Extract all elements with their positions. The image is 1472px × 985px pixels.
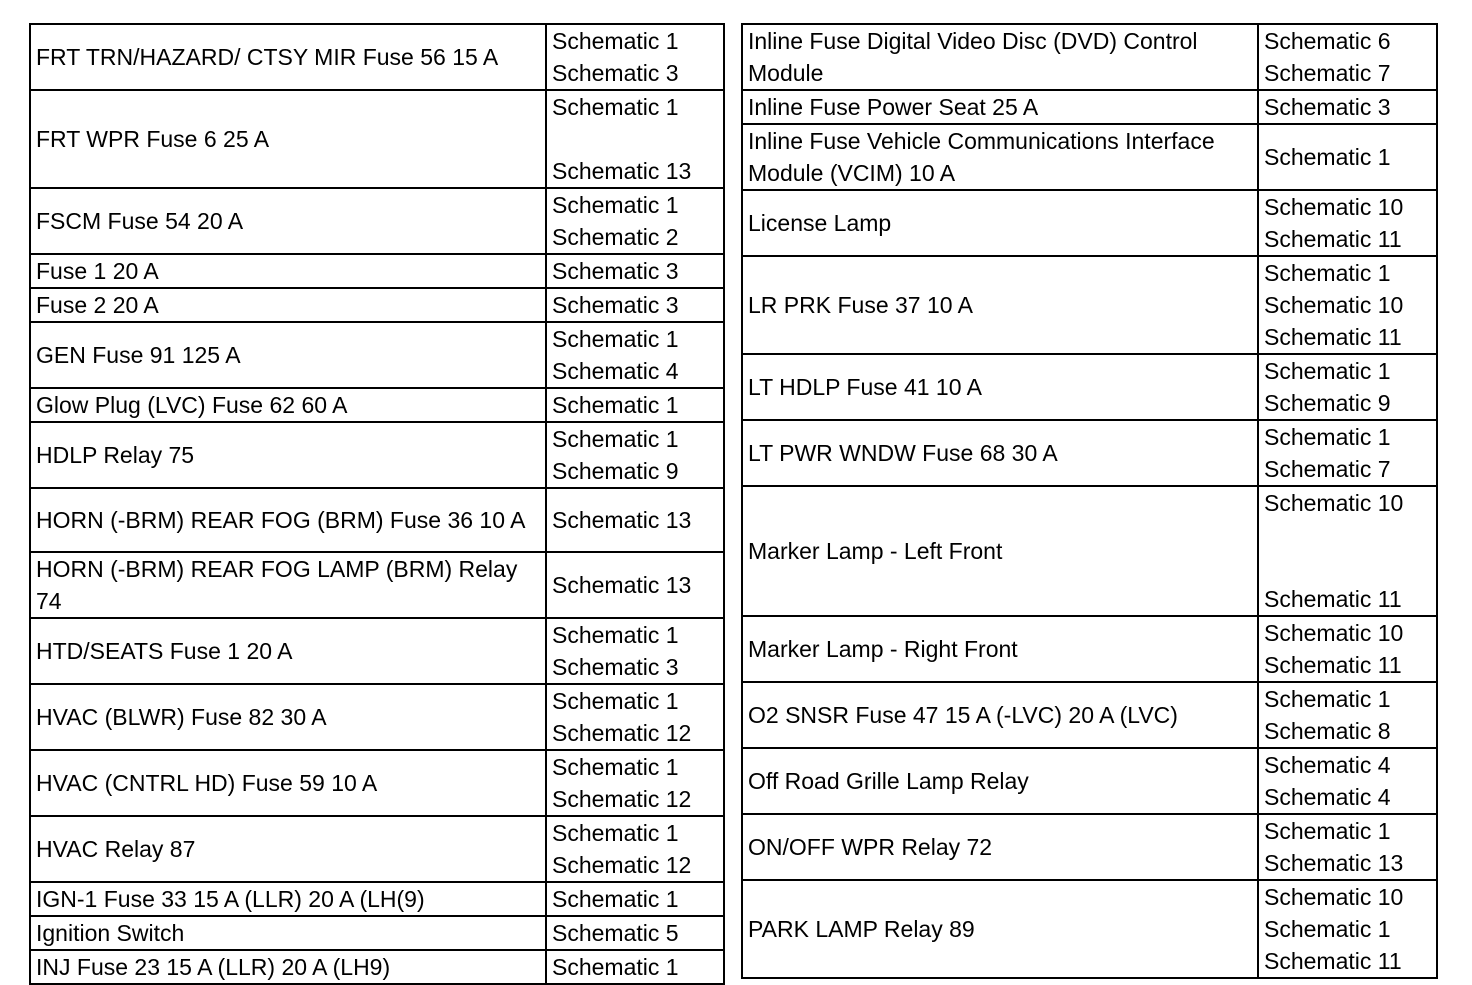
table-row	[742, 24, 1437, 90]
table-row	[30, 916, 724, 950]
table-row	[30, 288, 724, 322]
component-name-cell: Inline Fuse Power Seat 25 A	[742, 90, 1258, 124]
schematic-ref: Schematic 11	[1264, 226, 1402, 252]
schematic-ref: Schematic 9	[1264, 390, 1391, 416]
schematic-ref: Schematic 1	[1264, 144, 1391, 170]
component-name-cell: Inline Fuse Vehicle Communications Interface Module (VCIM) 10 A	[742, 124, 1258, 190]
schematic-refs-cell	[546, 90, 724, 188]
table-row	[742, 354, 1437, 420]
schematic-refs-cell	[546, 950, 724, 984]
component-name-cell: License Lamp	[742, 190, 1258, 256]
schematic-ref: Schematic 1	[1264, 424, 1391, 450]
schematic-ref: Schematic 1	[552, 426, 679, 452]
table-row	[30, 388, 724, 422]
schematic-ref: Schematic 13	[1264, 850, 1404, 876]
component-name-cell: FRT TRN/HAZARD/ CTSY MIR Fuse 56 15 A	[30, 24, 546, 90]
table-row	[742, 190, 1437, 256]
schematic-refs-cell	[1258, 616, 1437, 682]
schematic-refs-cell	[546, 618, 724, 684]
schematic-refs-cell	[1258, 420, 1437, 486]
schematic-ref: Schematic 11	[1264, 948, 1402, 974]
component-name-cell: PARK LAMP Relay 89	[742, 880, 1258, 978]
table-row	[30, 188, 724, 254]
table-row	[742, 880, 1437, 978]
schematic-refs-cell	[546, 254, 724, 288]
schematic-refs-cell	[546, 24, 724, 90]
schematic-refs-cell	[1258, 682, 1437, 748]
schematic-refs-cell	[546, 188, 724, 254]
schematic-ref: Schematic 1	[1264, 686, 1391, 712]
schematic-ref: Schematic 1	[552, 94, 679, 120]
schematic-ref: Schematic 5	[552, 920, 679, 946]
schematic-ref: Schematic 1	[1264, 818, 1391, 844]
schematic-refs-cell	[546, 750, 724, 816]
schematic-ref: Schematic 13	[552, 507, 692, 533]
table-row	[742, 486, 1437, 616]
schematic-ref: Schematic 3	[552, 258, 679, 284]
schematic-refs-cell	[1258, 486, 1437, 616]
schematic-ref: Schematic 13	[552, 572, 692, 598]
schematic-refs-cell	[546, 882, 724, 916]
table-row	[742, 616, 1437, 682]
schematic-ref: Schematic 7	[1264, 60, 1391, 86]
component-name-cell: ON/OFF WPR Relay 72	[742, 814, 1258, 880]
schematic-refs-cell	[1258, 880, 1437, 978]
schematic-refs-cell	[546, 488, 724, 552]
schematic-refs-cell	[546, 288, 724, 322]
schematic-ref: Schematic 1	[552, 326, 679, 352]
schematic-ref: Schematic 8	[1264, 718, 1391, 744]
component-name-cell: GEN Fuse 91 125 A	[30, 322, 546, 388]
schematic-refs-cell	[1258, 256, 1437, 354]
table-row	[30, 322, 724, 388]
schematic-ref: Schematic 10	[1264, 292, 1404, 318]
component-name-cell: Fuse 2 20 A	[30, 288, 546, 322]
component-name-cell: HVAC (BLWR) Fuse 82 30 A	[30, 684, 546, 750]
schematic-ref: Schematic 1	[552, 392, 679, 418]
component-name-cell: IGN-1 Fuse 33 15 A (LLR) 20 A (LH(9)	[30, 882, 546, 916]
schematic-ref: Schematic 1	[552, 28, 679, 54]
table-row	[30, 422, 724, 488]
schematic-ref: Schematic 4	[1264, 784, 1391, 810]
schematic-refs-cell	[546, 552, 724, 618]
component-name-cell: HVAC Relay 87	[30, 816, 546, 882]
component-name-cell: Ignition Switch	[30, 916, 546, 950]
schematic-ref: Schematic 1	[552, 688, 679, 714]
fuse-index-table-left	[29, 23, 725, 985]
schematic-ref: Schematic 3	[1264, 94, 1391, 120]
table-row	[30, 488, 724, 552]
schematic-ref: Schematic 11	[1264, 652, 1402, 678]
table-row	[30, 750, 724, 816]
schematic-ref: Schematic 4	[552, 358, 679, 384]
component-name-cell: HORN (-BRM) REAR FOG LAMP (BRM) Relay 74	[30, 552, 546, 618]
schematic-ref: Schematic 9	[552, 458, 679, 484]
schematic-ref: Schematic 13	[552, 158, 692, 184]
schematic-ref: Schematic 11	[1264, 324, 1402, 350]
schematic-refs-cell	[546, 322, 724, 388]
schematic-ref: Schematic 1	[1264, 358, 1391, 384]
table-row	[742, 420, 1437, 486]
schematic-ref: Schematic 1	[552, 820, 679, 846]
table-row	[742, 682, 1437, 748]
table-row	[30, 618, 724, 684]
schematic-refs-cell	[546, 916, 724, 950]
component-name-cell: O2 SNSR Fuse 47 15 A (-LVC) 20 A (LVC)	[742, 682, 1258, 748]
component-name-cell: Off Road Grille Lamp Relay	[742, 748, 1258, 814]
schematic-ref: Schematic 3	[552, 60, 679, 86]
schematic-ref: Schematic 3	[552, 292, 679, 318]
schematic-ref: Schematic 10	[1264, 490, 1404, 516]
table-row	[742, 814, 1437, 880]
schematic-refs-cell	[546, 816, 724, 882]
schematic-refs-cell	[1258, 354, 1437, 420]
schematic-ref: Schematic 12	[552, 720, 692, 746]
component-name-cell: HVAC (CNTRL HD) Fuse 59 10 A	[30, 750, 546, 816]
schematic-ref: Schematic 11	[1264, 586, 1402, 612]
table-row	[30, 950, 724, 984]
table-row	[30, 552, 724, 618]
component-name-cell: HDLP Relay 75	[30, 422, 546, 488]
schematic-ref: Schematic 12	[552, 852, 692, 878]
schematic-ref: Schematic 10	[1264, 194, 1404, 220]
schematic-refs-cell	[546, 422, 724, 488]
component-name-cell: FRT WPR Fuse 6 25 A	[30, 90, 546, 188]
schematic-ref: Schematic 1	[552, 886, 679, 912]
component-name-cell: Marker Lamp - Right Front	[742, 616, 1258, 682]
schematic-ref: Schematic 1	[552, 192, 679, 218]
table-row	[742, 748, 1437, 814]
schematic-refs-cell	[1258, 814, 1437, 880]
schematic-refs-cell	[1258, 24, 1437, 90]
schematic-ref: Schematic 2	[552, 224, 679, 250]
schematic-refs-cell	[1258, 124, 1437, 190]
schematic-ref: Schematic 1	[552, 622, 679, 648]
schematic-refs-cell	[1258, 748, 1437, 814]
table-row	[30, 24, 724, 90]
table-row	[30, 816, 724, 882]
fuse-index-table-right	[741, 23, 1438, 979]
schematic-ref: Schematic 6	[1264, 28, 1391, 54]
component-name-cell: Glow Plug (LVC) Fuse 62 60 A	[30, 388, 546, 422]
schematic-ref: Schematic 7	[1264, 456, 1391, 482]
table-row	[30, 882, 724, 916]
schematic-refs-cell	[1258, 90, 1437, 124]
component-name-cell: LR PRK Fuse 37 10 A	[742, 256, 1258, 354]
table-row	[742, 256, 1437, 354]
component-name-cell: HTD/SEATS Fuse 1 20 A	[30, 618, 546, 684]
schematic-ref: Schematic 1	[552, 954, 679, 980]
schematic-ref: Schematic 1	[552, 754, 679, 780]
schematic-refs-cell	[546, 388, 724, 422]
schematic-ref: Schematic 12	[552, 786, 692, 812]
table-row	[742, 124, 1437, 190]
schematic-ref: Schematic 10	[1264, 620, 1404, 646]
schematic-refs-cell	[546, 684, 724, 750]
component-name-cell: Inline Fuse Digital Video Disc (DVD) Control Module	[742, 24, 1258, 90]
component-name-cell: Fuse 1 20 A	[30, 254, 546, 288]
schematic-ref: Schematic 4	[1264, 752, 1391, 778]
schematic-ref: Schematic 10	[1264, 884, 1404, 910]
component-name-cell: LT HDLP Fuse 41 10 A	[742, 354, 1258, 420]
table-row	[30, 684, 724, 750]
table-row	[30, 90, 724, 188]
schematic-ref: Schematic 3	[552, 654, 679, 680]
schematic-refs-cell	[1258, 190, 1437, 256]
component-name-cell: HORN (-BRM) REAR FOG (BRM) Fuse 36 10 A	[30, 488, 546, 552]
component-name-cell: FSCM Fuse 54 20 A	[30, 188, 546, 254]
component-name-cell: LT PWR WNDW Fuse 68 30 A	[742, 420, 1258, 486]
table-row	[30, 254, 724, 288]
schematic-ref: Schematic 1	[1264, 260, 1391, 286]
table-row	[742, 90, 1437, 124]
component-name-cell: INJ Fuse 23 15 A (LLR) 20 A (LH9)	[30, 950, 546, 984]
schematic-ref: Schematic 1	[1264, 916, 1391, 942]
component-name-cell: Marker Lamp - Left Front	[742, 486, 1258, 616]
